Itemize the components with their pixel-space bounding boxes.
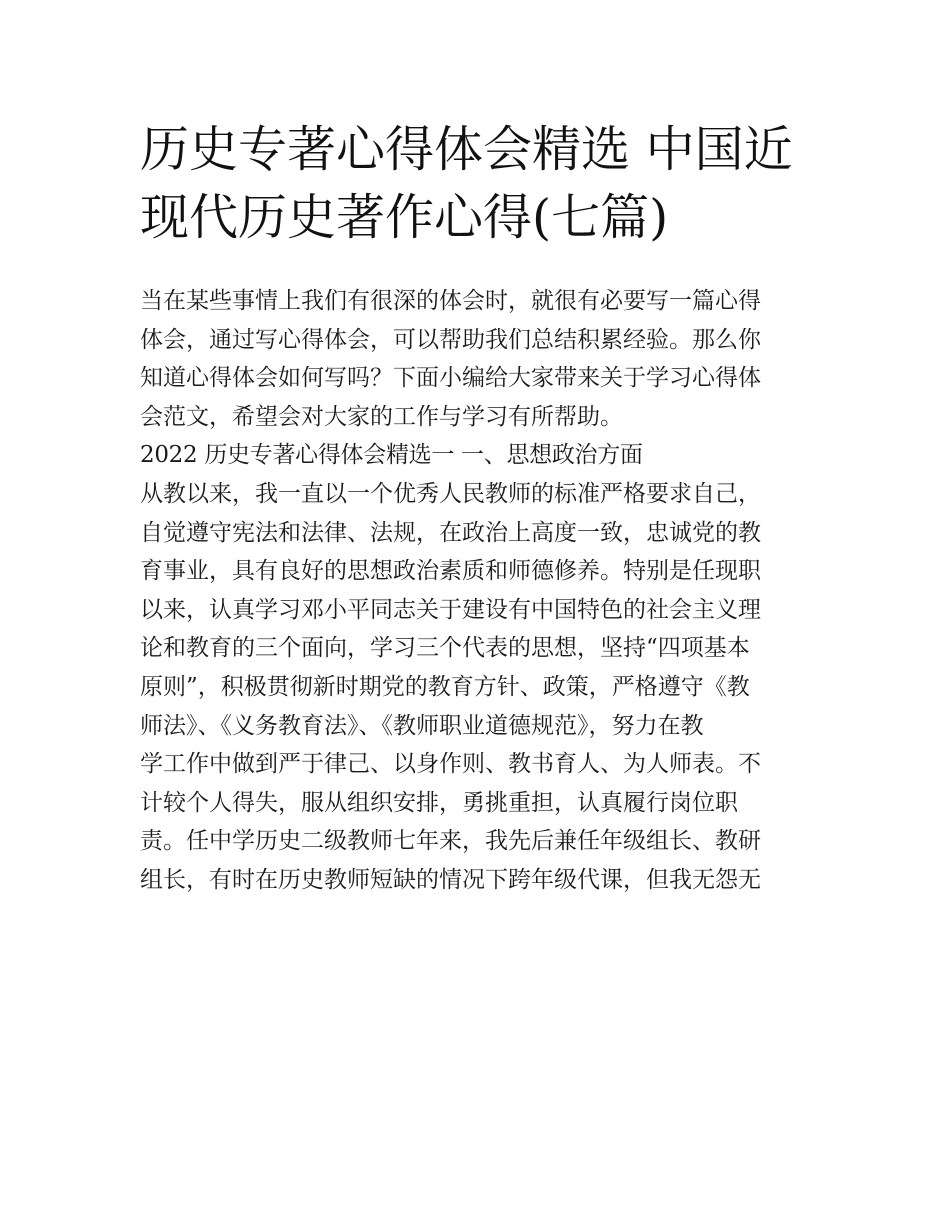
text-line: 组长，有时在历史教师短缺的情况下跨年级代课，但我无怨无 — [140, 866, 761, 893]
title-line: 现代历史著作心得(七篇) — [140, 189, 669, 246]
intro-paragraph — [140, 282, 820, 436]
title-line: 历史专著心得体会精选 中国近 — [140, 121, 793, 178]
section-paragraph — [140, 475, 820, 900]
section-subheading: 2022 历史专著心得体会精选一 一、思想政治方面 — [140, 442, 643, 469]
text-line: 会范文，希望会对大家的工作与学习有所帮助。 — [140, 403, 623, 430]
text-line: 师法》、《义务教育法》、《教师职业道德规范》，努力在教 — [140, 712, 704, 739]
text-line: 从教以来，我一直以一个优秀人民教师的标准严格要求自己， — [140, 480, 761, 507]
document-body — [140, 282, 820, 900]
text-line: 当在某些事情上我们有很深的体会时，就很有必要写一篇心得 — [140, 288, 761, 314]
text-line: 体会，通过写心得体会，可以帮助我们总结积累经验。那么你 — [140, 326, 761, 353]
text-line: 原则”，积极贯彻新时期党的教育方针、政策，严格遵守《教 — [140, 673, 750, 700]
text-line: 责。任中学历史二级教师七年来，我先后兼任年级组长、教研 — [140, 828, 761, 855]
text-line: 知道心得体会如何写吗？下面小编给大家带来关于学习心得体 — [140, 365, 761, 392]
document-title — [140, 116, 820, 252]
text-line: 以来，认真学习邓小平同志关于建设有中国特色的社会主义理 — [140, 596, 761, 623]
text-line: 论和教育的三个面向，学习三个代表的思想，坚持“四项基本 — [140, 635, 750, 662]
text-line: 自觉遵守宪法和法律、法规，在政治上高度一致，忠诚党的教 — [140, 519, 761, 546]
text-line: 育事业，具有良好的思想政治素质和师德修养。特别是任现职 — [140, 558, 761, 585]
text-line: 学工作中做到严于律己、以身作则、教书育人、为人师表。不 — [140, 751, 761, 778]
text-line: 计较个人得失，服从组织安排，勇挑重担，认真履行岗位职 — [140, 789, 738, 816]
